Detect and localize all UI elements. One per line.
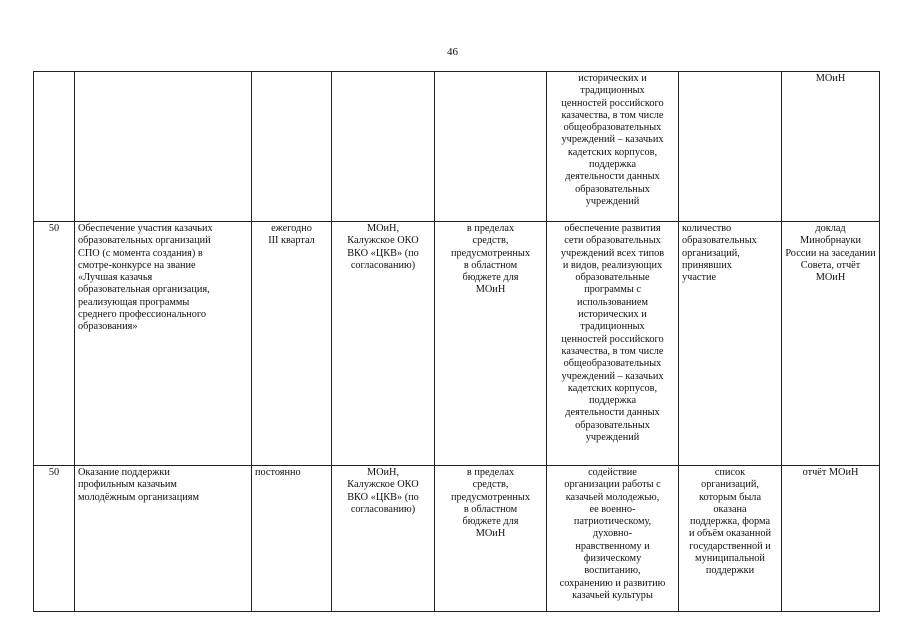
table-row bbox=[34, 222, 880, 466]
plan-table bbox=[33, 71, 880, 612]
executors-cell: МОиН, Калужское ОКО ВКО «ЦКВ» (по согласованию) bbox=[332, 222, 435, 466]
funding-cell bbox=[435, 72, 547, 222]
event-cell: Оказание поддержки профильным казачьим молодёжным организациям bbox=[75, 466, 252, 612]
executors-cell: МОиН, Калужское ОКО ВКО «ЦКВ» (по согласованию) bbox=[332, 466, 435, 612]
event-cell: Обеспечение участия казачьих образовательных организаций СПО (с момента создания) в смотре-конкурсе на звание «Лучшая казачья образовательная организация, реализующая программы среднего профессионального образования» bbox=[75, 222, 252, 466]
goal-cell: обеспечение развития сети образовательных учреждений всех типов и видов, реализующих образовательные программы с использованием исторических и традиционных ценностей российского казачества, в том числе общеобразовательных учреждений – казачьих кадетских корпусов, поддержка деятельности данных образовательных учреждений bbox=[547, 222, 679, 466]
term-cell: постоянно bbox=[252, 466, 332, 612]
funding-cell: в пределах средств, предусмотренных в областном бюджете для МОиН bbox=[435, 222, 547, 466]
term-cell bbox=[252, 72, 332, 222]
term-cell: ежегодно III квартал bbox=[252, 222, 332, 466]
goal-cell: содействие организации работы с казачьей молодежью, ее военно- патриотическому, духовно- нравственному и физическому воспитанию, сохранению и развитию казачьей культуры bbox=[547, 466, 679, 612]
row-number-cell bbox=[34, 72, 75, 222]
table-row bbox=[34, 466, 880, 612]
report-cell: доклад Минобрнауки России на заседании Совета, отчёт МОиН bbox=[782, 222, 880, 466]
indicator-cell bbox=[679, 72, 782, 222]
table-row bbox=[34, 72, 880, 222]
indicator-cell: список организаций, которым была оказана поддержка, форма и объём оказанной государственной и муниципальной поддержки bbox=[679, 466, 782, 612]
page-number: 46 bbox=[447, 46, 458, 58]
row-number-cell: 50 bbox=[34, 222, 75, 466]
executors-cell bbox=[332, 72, 435, 222]
funding-cell: в пределах средств, предусмотренных в областном бюджете для МОиН bbox=[435, 466, 547, 612]
report-cell: МОиН bbox=[782, 72, 880, 222]
row-number-cell: 50 bbox=[34, 466, 75, 612]
event-cell bbox=[75, 72, 252, 222]
goal-cell: исторических и традиционных ценностей российского казачества, в том числе общеобразовательных учреждений – казачьих кадетских корпусов, поддержка деятельности данных образовательных учреждений bbox=[547, 72, 679, 222]
indicator-cell: количество образовательных организаций, принявших участие bbox=[679, 222, 782, 466]
report-cell: отчёт МОиН bbox=[782, 466, 880, 612]
